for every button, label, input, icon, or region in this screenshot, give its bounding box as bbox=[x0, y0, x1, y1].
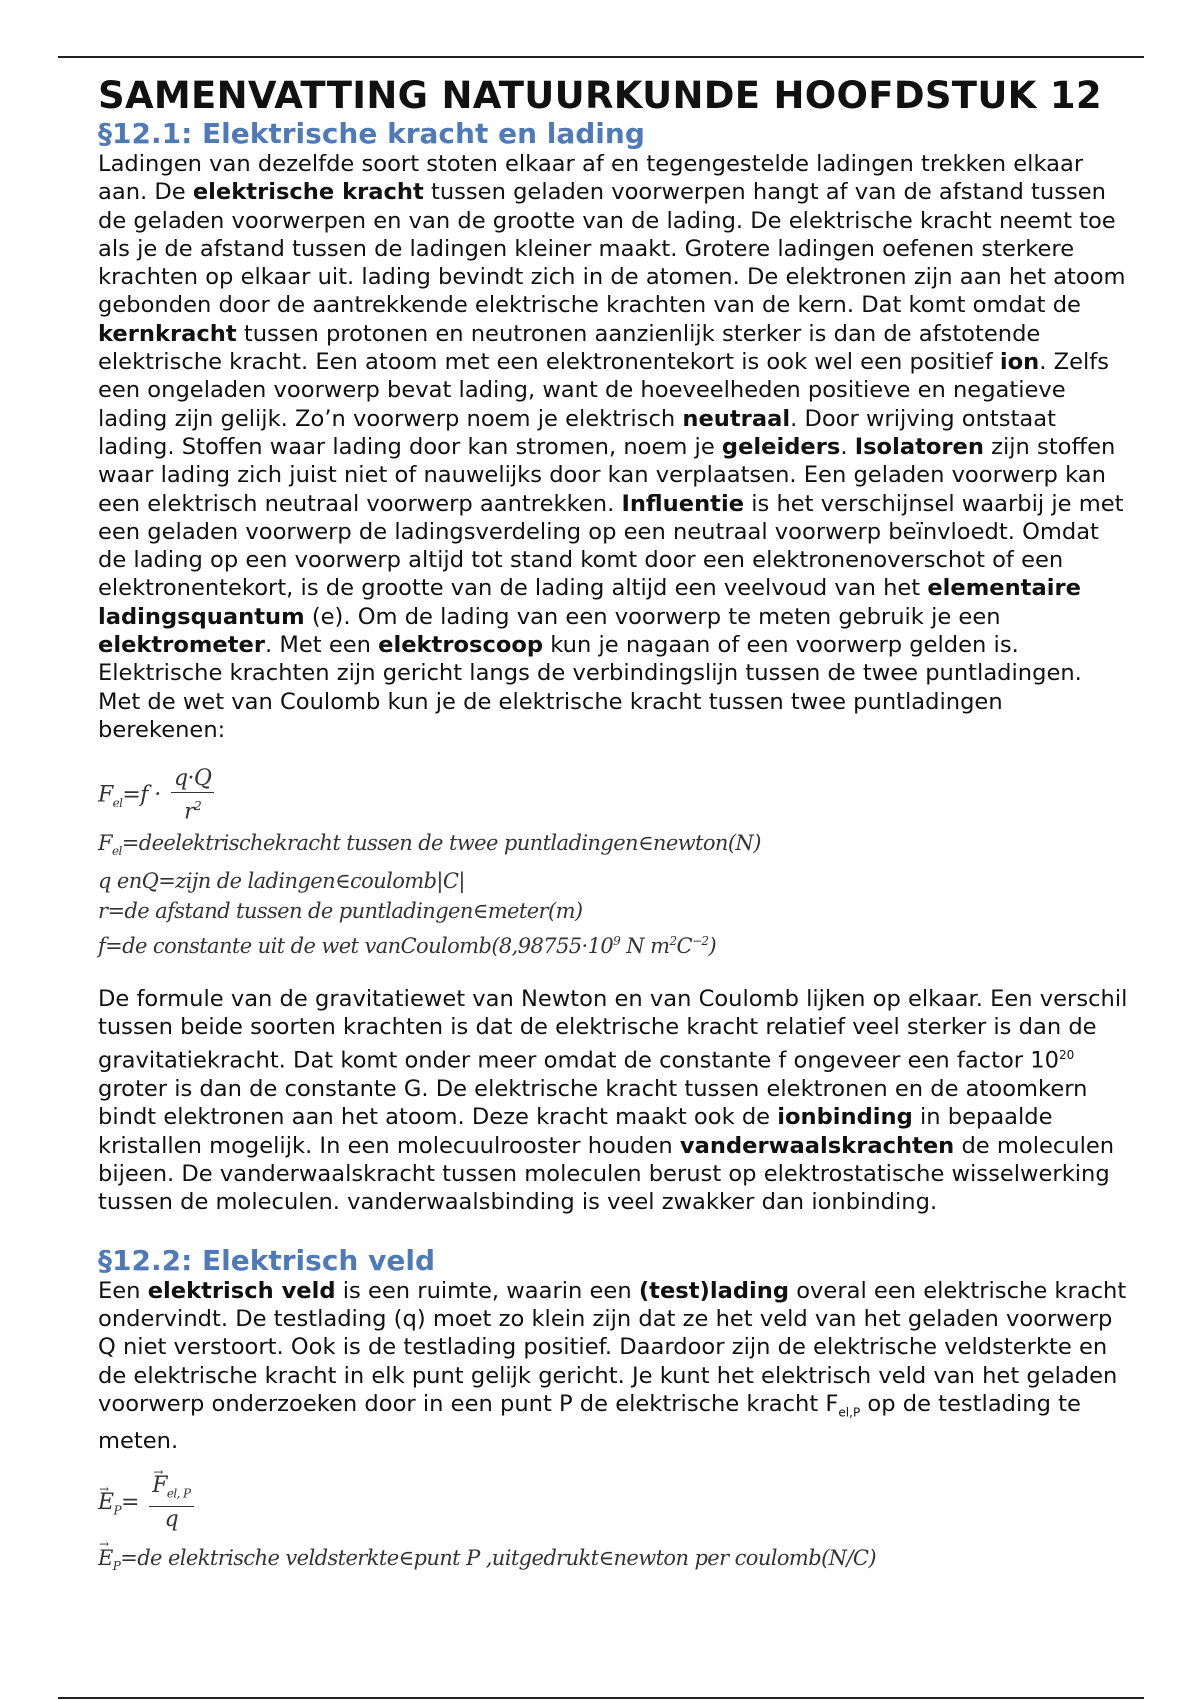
legend-line-2: q enQ=zijn de ladingen∈coulomb|C| bbox=[98, 868, 465, 893]
legend-line-3: r=de afstand tussen de puntladingen∈meter(m) bbox=[98, 898, 583, 923]
legend-4-sup1: 9 bbox=[613, 933, 621, 948]
field-formula-fraction bbox=[149, 1473, 193, 1533]
text-run: . Door wrijving ontstaat lading. Stoffen waar lading door kan stromen, noem je bbox=[98, 405, 1056, 460]
bold-term: kernkracht bbox=[98, 320, 237, 347]
legend-4-sup2: 2 bbox=[669, 933, 677, 948]
bold-term: elektrische kracht bbox=[192, 179, 424, 206]
field-formula-lhs: → E bbox=[98, 1488, 113, 1518]
text-run: (e). Om de lading van een voorwerp te meten gebruik je een bbox=[304, 603, 1001, 630]
field-legend-sym: → E bbox=[98, 1543, 113, 1573]
text-run: tussen geladen voorwerpen hangt af van de afstand tussen de geladen voorwerpen en van de grootte van de lading. De elektrische kracht neemt toe als je de afstand tussen de ladingen kleiner maakt. Grotere ladingen oefenen sterkere krachten op elkaar uit. lading bevindt zich in de atomen. De elektronen zijn aan het atoom gebonden door de aantrekkende elektrische krachten van de kern. Dat komt omdat de bbox=[98, 179, 1126, 319]
legend-line-4 bbox=[98, 926, 1128, 961]
field-strength-legend bbox=[98, 1543, 1128, 1581]
bottom-rule bbox=[58, 1697, 1144, 1699]
formula-eq: =f · bbox=[122, 782, 161, 808]
top-rule bbox=[58, 56, 1144, 58]
text-run: zijn stoffen waar lading zich juist niet of nauwelijks door kan verplaatsen. Een geladen voorwerp kan een elektrisch neutraal voorwerp aantrekken. bbox=[98, 433, 1116, 517]
coulomb-formula bbox=[98, 766, 1128, 825]
bold-term: ionbinding bbox=[777, 1104, 913, 1131]
document-title: SAMENVATTING NATUURKUNDE HOOFDSTUK 12 bbox=[98, 74, 1102, 117]
legend-4-a: f=de constante uit de wet vanCoulomb(8,98755·10 bbox=[98, 933, 614, 958]
bold-term: vanderwaalskrachten bbox=[679, 1132, 955, 1159]
field-legend-text: =de elektrische veldsterkte∈punt P ,uitgedrukt∈newton per coulomb(N/C) bbox=[120, 1546, 876, 1571]
text-run: De formule van de gravitatiewet van Newton en van Coulomb lijken op elkaar. Een verschil tussen beide soorten krachten is dat de elektrische kracht relatief veel sterker is dan de gravitatiekracht. Dat komt onder meer omdat de constante f ongeveer een factor 10 bbox=[98, 985, 1128, 1074]
legend-1-sym: F bbox=[98, 830, 112, 855]
section-12-1-paragraph-2 bbox=[98, 985, 1128, 1217]
text-run: . bbox=[840, 433, 855, 460]
legend-4-d: ) bbox=[708, 933, 717, 958]
legend-1-text: =deelektrischekracht tussen de twee puntladingen∈newton(N) bbox=[121, 830, 761, 855]
field-num-base: → F bbox=[152, 1473, 167, 1499]
legend-4-sup3: −2 bbox=[691, 933, 709, 948]
text-run: in bepaalde kristallen mogelijk. In een molecuulrooster houden bbox=[98, 1104, 1053, 1159]
document-page bbox=[98, 74, 1128, 1582]
field-num-sub: el, P bbox=[166, 1486, 191, 1501]
coulomb-legend bbox=[98, 828, 1128, 961]
text-run: Ladingen van dezelfde soort stoten elkaar af en tegengestelde ladingen trekken elkaar aan. De bbox=[98, 151, 1084, 206]
bold-term: elektrometer bbox=[98, 632, 266, 659]
text-run: . Met een bbox=[265, 632, 379, 659]
text-run: de moleculen bijeen. De vanderwaalskracht tussen moleculen berust op elektrostatische wisselwerking tussen de moleculen. vanderwaalsbinding is veel zwakker dan ionbinding. bbox=[98, 1132, 1115, 1216]
text-run: groter is dan de constante G. De elektrische kracht tussen elektronen en de atoomkern bindt elektronen aan het atoom. Deze kracht maakt ook de bbox=[98, 1076, 1088, 1131]
subscript: el,P bbox=[838, 1405, 861, 1420]
section-heading-12-2: §12.2: Elektrisch veld bbox=[98, 1243, 435, 1277]
field-legend-sub: P bbox=[112, 1559, 121, 1574]
text-run: Een bbox=[98, 1277, 148, 1304]
field-formula-denominator: q bbox=[164, 1507, 179, 1533]
text-run: is het verschijnsel waarbij je met een geladen voorwerp de ladingsverdeling op een neutraal voorwerp beïnvloedt. Omdat de lading op een voorwerp altijd tot stand komt door een elektronenoverschot of een elektronentekort, is de grootte van de lading altijd een veelvoud van het bbox=[98, 490, 1124, 602]
text-run: is een ruimte, waarin een bbox=[335, 1277, 639, 1304]
bold-term: Influentie bbox=[621, 490, 745, 517]
formula-lhs-sub: el bbox=[112, 796, 123, 811]
bold-term: (test)lading bbox=[638, 1277, 790, 1304]
formula-den-base: r bbox=[184, 799, 195, 825]
text-run: kun je nagaan of een voorwerp gelden is. Elektrische krachten zijn gericht langs de verbindingslijn tussen de twee puntladingen. Met de wet van Coulomb kun je de elektrische kracht tussen twee puntladingen berekenen: bbox=[98, 632, 1082, 743]
section-heading-12-1: §12.1: Elektrische kracht en lading bbox=[98, 117, 645, 150]
field-formula-numerator bbox=[149, 1473, 193, 1507]
formula-den-sup: 2 bbox=[194, 799, 202, 814]
field-strength-formula bbox=[98, 1473, 1128, 1533]
formula-denominator bbox=[171, 793, 214, 825]
legend-4-c: C bbox=[676, 933, 692, 958]
text-run: op de testlading te meten. bbox=[98, 1390, 1081, 1454]
bold-term: elektrisch veld bbox=[147, 1277, 336, 1304]
bold-term: elementaire ladingsquantum bbox=[98, 575, 1081, 630]
section-12-2-paragraph-1 bbox=[98, 1277, 1128, 1455]
bold-term: elektroscoop bbox=[378, 632, 544, 659]
formula-numerator: q·Q bbox=[171, 766, 214, 793]
field-formula-eq: = bbox=[120, 1490, 139, 1516]
section-12-1-paragraph-1 bbox=[98, 150, 1128, 744]
formula-lhs: F bbox=[98, 782, 113, 808]
legend-4-b: N m bbox=[620, 933, 670, 958]
bold-term: Isolatoren bbox=[854, 433, 984, 460]
bold-term: geleiders bbox=[721, 433, 841, 460]
field-formula-lhs-sub: P bbox=[113, 1503, 121, 1518]
legend-line-1 bbox=[98, 828, 1128, 866]
formula-fraction bbox=[171, 766, 214, 825]
bold-term: neutraal bbox=[682, 405, 791, 432]
text-run: tussen protonen en neutronen aanzienlijk sterker is dan de afstotende elektrische kracht. Een atoom met een elektronentekort is ook wel een positief bbox=[98, 320, 1041, 376]
superscript: 20 bbox=[1059, 1048, 1075, 1063]
text-run: . Zelfs een ongeladen voorwerp bevat lading, want de hoeveelheden positieve en negatieve lading zijn gelijk. Zo’n voorwerp noem je elektrisch bbox=[98, 349, 1109, 432]
text-run: overal een elektrische kracht ondervindt. De testlading (q) moet zo klein zijn dat ze het veld van het geladen voorwerp Q niet verstoort. Ook is de testlading positief. Daardoor zijn de elektrische veldsterkte en de elektrische kracht in elk punt gelijk gericht. Je kunt het elektrisch veld van het geladen voorwerp onderzoeken door in een punt P de elektrische kracht F bbox=[98, 1277, 1127, 1417]
bold-term: ion bbox=[999, 349, 1040, 376]
legend-1-sub: el bbox=[111, 843, 122, 858]
